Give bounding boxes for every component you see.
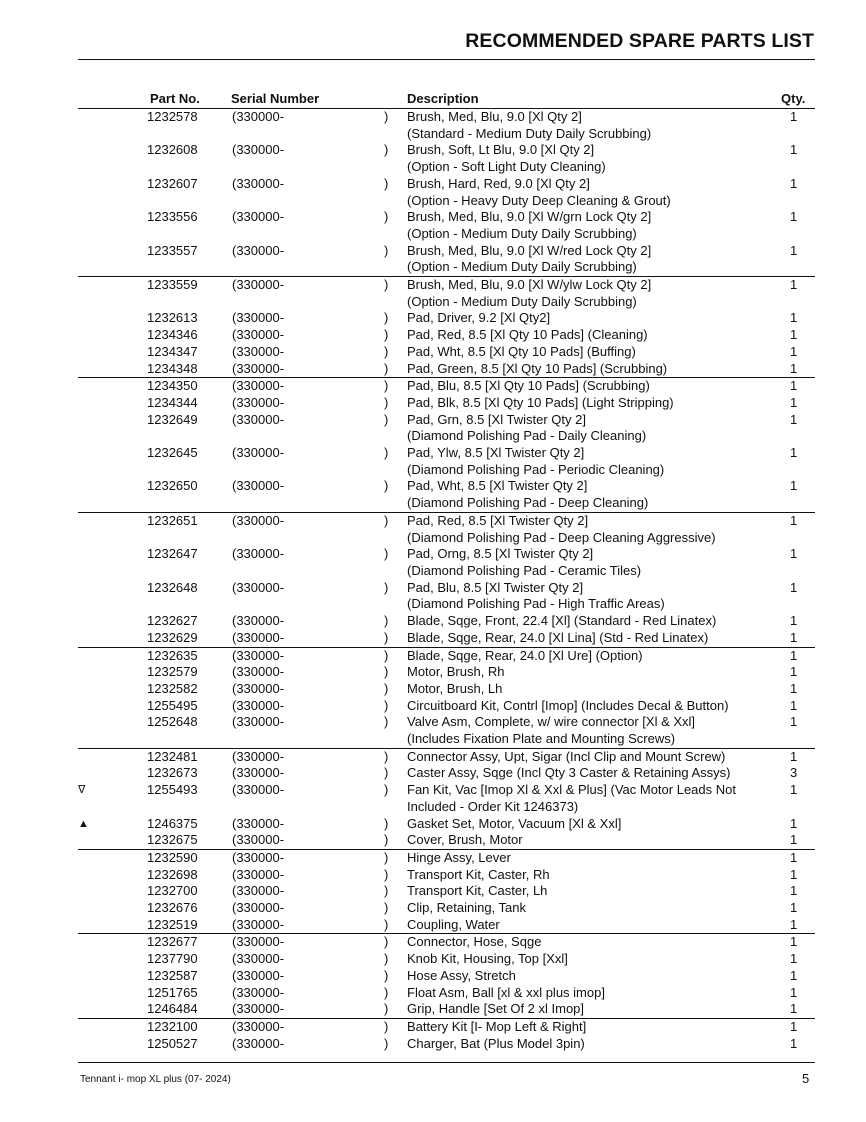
part-number: 1232587 [147, 967, 198, 983]
description: Brush, Med, Blu, 9.0 [Xl W/ylw Lock Qty 2] [407, 277, 652, 293]
col-header-description: Description [407, 91, 479, 106]
footer-rule [78, 1062, 815, 1063]
description: Pad, Driver, 9.2 [Xl Qty2] [407, 310, 551, 326]
serial-close-paren: ) [384, 748, 389, 764]
table-row [78, 276, 815, 310]
part-number: 1251765 [147, 984, 198, 1000]
table-row [0, 310, 866, 327]
quantity: 1 [790, 1018, 798, 1034]
page-number: 5 [802, 1071, 810, 1086]
description-note: Included - Order Kit 1246373) [407, 798, 579, 814]
quantity: 1 [790, 142, 798, 158]
table-row [78, 849, 815, 867]
description-note: (Diamond Polishing Pad - Deep Cleaning) [407, 495, 649, 511]
description: Circuitboard Kit, Contrl [Imop] (Includes Decal & Button) [407, 697, 729, 713]
description: Brush, Hard, Red, 9.0 [Xl Qty 2] [407, 175, 590, 191]
quantity: 1 [790, 512, 798, 528]
description: Pad, Red, 8.5 [Xl Twister Qty 2] [407, 512, 589, 528]
serial-close-paren: ) [384, 242, 389, 258]
serial-close-paren: ) [384, 378, 389, 394]
description: Fan Kit, Vac [Imop Xl & Xxl & Plus] (Vac Motor Leads Not [407, 782, 736, 798]
serial-number: (330000- [232, 664, 285, 680]
description-note: (Diamond Polishing Pad - Daily Cleaning) [407, 428, 647, 444]
quantity: 1 [790, 1001, 798, 1017]
table-row [0, 209, 866, 242]
description: Cover, Brush, Motor [407, 832, 523, 848]
table-row [0, 580, 866, 613]
part-number: 1255493 [147, 782, 198, 798]
serial-close-paren: ) [384, 394, 389, 410]
quantity: 1 [790, 815, 798, 831]
quantity: 1 [790, 242, 798, 258]
serial-number: (330000- [232, 697, 285, 713]
table-row [0, 681, 866, 698]
serial-number: (330000- [232, 984, 285, 1000]
serial-close-paren: ) [384, 629, 389, 645]
serial-close-paren: ) [384, 832, 389, 848]
serial-close-paren: ) [384, 478, 389, 494]
quantity: 1 [790, 360, 798, 376]
quantity: 1 [790, 394, 798, 410]
description: Motor, Brush, Lh [407, 680, 503, 696]
serial-number: (330000- [232, 951, 285, 967]
table-row [0, 243, 866, 276]
quantity: 1 [790, 714, 798, 730]
table-row [0, 395, 866, 412]
part-number: 1232629 [147, 629, 198, 645]
description: Pad, Red, 8.5 [Xl Qty 10 Pads] (Cleaning) [407, 327, 648, 343]
serial-close-paren: ) [384, 849, 389, 865]
table-row [0, 867, 866, 884]
table-row [0, 445, 866, 478]
quantity: 1 [790, 832, 798, 848]
quantity: 1 [790, 175, 798, 191]
part-number: 1232651 [147, 512, 198, 528]
serial-number: (330000- [232, 411, 285, 427]
serial-close-paren: ) [384, 815, 389, 831]
serial-close-paren: ) [384, 512, 389, 528]
part-number: 1232675 [147, 832, 198, 848]
serial-number: (330000- [232, 445, 285, 461]
part-number: 1234350 [147, 378, 198, 394]
description: Connector, Hose, Sqge [407, 934, 542, 950]
part-number: 1232579 [147, 664, 198, 680]
table-row [0, 361, 866, 378]
part-number: 1232519 [147, 916, 198, 932]
serial-number: (330000- [232, 1001, 285, 1017]
serial-number: (330000- [232, 310, 285, 326]
table-row [0, 412, 866, 445]
description: Float Asm, Ball [xl & xxl plus imop] [407, 984, 605, 1000]
table-row [78, 748, 815, 766]
table-row [0, 832, 866, 849]
serial-close-paren: ) [384, 916, 389, 932]
serial-number: (330000- [232, 782, 285, 798]
description: Pad, Blu, 8.5 [Xl Qty 10 Pads] (Scrubbing) [407, 378, 650, 394]
serial-close-paren: ) [384, 967, 389, 983]
description: Pad, Orng, 8.5 [Xl Twister Qty 2] [407, 546, 594, 562]
serial-number: (330000- [232, 175, 285, 191]
serial-number: (330000- [232, 394, 285, 410]
table-row [0, 917, 866, 934]
table-row [0, 968, 866, 985]
quantity: 1 [790, 916, 798, 932]
table-row [0, 883, 866, 900]
serial-close-paren: ) [384, 445, 389, 461]
table-row [0, 546, 866, 579]
quantity: 1 [790, 310, 798, 326]
table-row [78, 512, 815, 546]
part-number: 1232650 [147, 478, 198, 494]
serial-close-paren: ) [384, 277, 389, 293]
part-number: 1232608 [147, 142, 198, 158]
serial-number: (330000- [232, 512, 285, 528]
serial-number: (330000- [232, 478, 285, 494]
part-number: 1232578 [147, 109, 198, 124]
part-number: 1232645 [147, 445, 198, 461]
quantity: 1 [790, 613, 798, 629]
description: Grip, Handle [Set Of 2 xl Imop] [407, 1001, 585, 1017]
quantity: 1 [790, 849, 798, 865]
serial-close-paren: ) [384, 1001, 389, 1017]
description-note: (Diamond Polishing Pad - Deep Cleaning Aggressive) [407, 529, 716, 545]
serial-close-paren: ) [384, 984, 389, 1000]
col-header-serial-number: Serial Number [231, 91, 320, 106]
part-number: 1250527 [147, 1035, 198, 1051]
serial-close-paren: ) [384, 664, 389, 680]
part-number: 1237790 [147, 951, 198, 967]
description: Motor, Brush, Rh [407, 664, 505, 680]
description: Brush, Med, Blu, 9.0 [Xl W/red Lock Qty 2] [407, 242, 652, 258]
table-row [0, 109, 866, 142]
description: Valve Asm, Complete, w/ wire connector [Xl & Xxl] [407, 714, 696, 730]
table-row [0, 900, 866, 917]
quantity: 1 [790, 697, 798, 713]
serial-close-paren: ) [384, 360, 389, 376]
description: Charger, Bat (Plus Model 3pin) [407, 1035, 585, 1051]
quantity: 1 [790, 748, 798, 764]
serial-number: (330000- [232, 242, 285, 258]
serial-number: (330000- [232, 866, 285, 882]
description-note: (Option - Medium Duty Daily Scrubbing) [407, 225, 637, 241]
part-number: 1232100 [147, 1018, 198, 1034]
serial-number: (330000- [232, 916, 285, 932]
quantity: 1 [790, 277, 798, 293]
part-number: 1232700 [147, 883, 198, 899]
table-row [0, 613, 866, 630]
description: Pad, Wht, 8.5 [Xl Qty 10 Pads] (Buffing) [407, 343, 636, 359]
serial-close-paren: ) [384, 109, 389, 124]
part-number: 1233557 [147, 242, 198, 258]
description: Clip, Retaining, Tank [407, 900, 526, 916]
part-number: 1234348 [147, 360, 198, 376]
serial-close-paren: ) [384, 546, 389, 562]
part-number: 1232607 [147, 175, 198, 191]
part-number: 1234344 [147, 394, 198, 410]
table-row [0, 1001, 866, 1018]
col-header-qty: Qty. [781, 91, 806, 106]
description: Pad, Green, 8.5 [Xl Qty 10 Pads] (Scrubbing) [407, 360, 668, 376]
quantity: 1 [790, 900, 798, 916]
part-number: 1233556 [147, 209, 198, 225]
serial-number: (330000- [232, 613, 285, 629]
quantity: 1 [790, 883, 798, 899]
quantity: 1 [790, 680, 798, 696]
part-number: 1233559 [147, 277, 198, 293]
quantity: 1 [790, 327, 798, 343]
table-row [0, 782, 866, 815]
table-row [78, 933, 815, 951]
table-row [0, 327, 866, 344]
quantity: 1 [790, 951, 798, 967]
table-row [0, 344, 866, 361]
parts-table [0, 109, 866, 1052]
serial-number: (330000- [232, 277, 285, 293]
description-note: (Diamond Polishing Pad - High Traffic Areas) [407, 596, 665, 612]
part-number: 1232649 [147, 411, 198, 427]
description: Blade, Sqge, Rear, 24.0 [Xl Ure] (Option) [407, 647, 643, 663]
serial-close-paren: ) [384, 613, 389, 629]
table-row [0, 664, 866, 681]
serial-number: (330000- [232, 680, 285, 696]
quantity: 1 [790, 378, 798, 394]
part-number: 1255495 [147, 697, 198, 713]
serial-close-paren: ) [384, 411, 389, 427]
serial-close-paren: ) [384, 1018, 389, 1034]
serial-close-paren: ) [384, 209, 389, 225]
serial-close-paren: ) [384, 343, 389, 359]
table-row [0, 985, 866, 1002]
page-title: RECOMMENDED SPARE PARTS LIST [465, 30, 814, 52]
part-number: 1232673 [147, 765, 198, 781]
description-note: (Standard - Medium Duty Daily Scrubbing) [407, 125, 652, 141]
part-number: 1232647 [147, 546, 198, 562]
serial-number: (330000- [232, 883, 285, 899]
table-row [0, 1036, 866, 1053]
part-number: 1232590 [147, 849, 198, 865]
part-number: 1234346 [147, 327, 198, 343]
part-number: 1246375 [147, 815, 198, 831]
part-number: 1232677 [147, 934, 198, 950]
table-row [0, 714, 866, 747]
description: Caster Assy, Sqge (Incl Qty 3 Caster & Retaining Assys) [407, 765, 731, 781]
description: Transport Kit, Caster, Lh [407, 883, 548, 899]
quantity: 1 [790, 967, 798, 983]
description: Transport Kit, Caster, Rh [407, 866, 550, 882]
serial-number: (330000- [232, 629, 285, 645]
quantity: 1 [790, 629, 798, 645]
serial-close-paren: ) [384, 714, 389, 730]
footer-doc-info: Tennant i- mop XL plus (07- 2024) [80, 1074, 231, 1085]
table-row [0, 951, 866, 968]
quantity: 1 [790, 411, 798, 427]
description-note: (Option - Medium Duty Daily Scrubbing) [407, 259, 637, 275]
part-number: 1232635 [147, 647, 198, 663]
serial-close-paren: ) [384, 782, 389, 798]
serial-number: (330000- [232, 1035, 285, 1051]
description: Pad, Wht, 8.5 [Xl Twister Qty 2] [407, 478, 588, 494]
part-number: 1252648 [147, 714, 198, 730]
quantity: 1 [790, 1035, 798, 1051]
serial-close-paren: ) [384, 142, 389, 158]
serial-close-paren: ) [384, 579, 389, 595]
description: Battery Kit [I- Mop Left & Right] [407, 1018, 587, 1034]
serial-number: (330000- [232, 142, 285, 158]
serial-close-paren: ) [384, 680, 389, 696]
table-row [78, 1018, 815, 1036]
description-note: (Option - Soft Light Duty Cleaning) [407, 159, 606, 175]
quantity: 1 [790, 546, 798, 562]
description: Coupling, Water [407, 916, 500, 932]
part-number: 1232698 [147, 866, 198, 882]
part-number: 1232481 [147, 748, 198, 764]
serial-number: (330000- [232, 109, 285, 124]
serial-number: (330000- [232, 967, 285, 983]
serial-number: (330000- [232, 900, 285, 916]
description-note: (Includes Fixation Plate and Mounting Screws) [407, 731, 676, 747]
description: Knob Kit, Housing, Top [Xxl] [407, 951, 568, 967]
part-number: 1232627 [147, 613, 198, 629]
serial-number: (330000- [232, 934, 285, 950]
serial-number: (330000- [232, 832, 285, 848]
serial-close-paren: ) [384, 327, 389, 343]
serial-number: (330000- [232, 765, 285, 781]
serial-close-paren: ) [384, 951, 389, 967]
quantity: 1 [790, 647, 798, 663]
quantity: 1 [790, 866, 798, 882]
description: Blade, Sqge, Rear, 24.0 [Xl Lina] (Std - Red Linatex) [407, 629, 709, 645]
quantity: 1 [790, 445, 798, 461]
description: Connector Assy, Upt, Sigar (Incl Clip and Mount Screw) [407, 748, 726, 764]
description: Brush, Med, Blu, 9.0 [Xl W/grn Lock Qty 2] [407, 209, 652, 225]
description: Pad, Ylw, 8.5 [Xl Twister Qty 2] [407, 445, 585, 461]
part-number: 1232676 [147, 900, 198, 916]
description: Pad, Blk, 8.5 [Xl Qty 10 Pads] (Light Stripping) [407, 394, 674, 410]
serial-number: (330000- [232, 378, 285, 394]
part-number: 1246484 [147, 1001, 198, 1017]
serial-close-paren: ) [384, 866, 389, 882]
description: Brush, Med, Blu, 9.0 [Xl Qty 2] [407, 109, 582, 124]
table-row [0, 816, 866, 833]
description: Brush, Soft, Lt Blu, 9.0 [Xl Qty 2] [407, 142, 595, 158]
quantity: 1 [790, 579, 798, 595]
description-note: (Diamond Polishing Pad - Periodic Cleaning) [407, 461, 665, 477]
quantity: 1 [790, 209, 798, 225]
serial-number: (330000- [232, 546, 285, 562]
serial-number: (330000- [232, 360, 285, 376]
quantity: 1 [790, 984, 798, 1000]
triangle-solid-icon: ▲ [78, 817, 89, 830]
serial-close-paren: ) [384, 175, 389, 191]
quantity: 1 [790, 782, 798, 798]
table-row [0, 698, 866, 715]
table-row [78, 377, 815, 395]
description: Blade, Sqge, Front, 22.4 [Xl] (Standard - Red Linatex) [407, 613, 717, 629]
quantity: 1 [790, 934, 798, 950]
serial-number: (330000- [232, 579, 285, 595]
description-note: (Option - Heavy Duty Deep Cleaning & Grout) [407, 192, 671, 208]
description: Gasket Set, Motor, Vacuum [Xl & Xxl] [407, 815, 622, 831]
description-note: (Option - Medium Duty Daily Scrubbing) [407, 293, 637, 309]
serial-close-paren: ) [384, 647, 389, 663]
serial-number: (330000- [232, 748, 285, 764]
serial-number: (330000- [232, 327, 285, 343]
serial-number: (330000- [232, 849, 285, 865]
table-row [0, 176, 866, 209]
quantity: 1 [790, 664, 798, 680]
part-number: 1232613 [147, 310, 198, 326]
serial-number: (330000- [232, 815, 285, 831]
part-number: 1234347 [147, 343, 198, 359]
table-row [0, 142, 866, 175]
table-row [78, 647, 815, 665]
table-row [0, 478, 866, 511]
serial-close-paren: ) [384, 934, 389, 950]
serial-close-paren: ) [384, 883, 389, 899]
quantity: 1 [790, 343, 798, 359]
quantity: 3 [790, 765, 798, 781]
table-row [0, 765, 866, 782]
serial-close-paren: ) [384, 697, 389, 713]
serial-number: (330000- [232, 1018, 285, 1034]
quantity: 1 [790, 478, 798, 494]
serial-number: (330000- [232, 647, 285, 663]
serial-close-paren: ) [384, 1035, 389, 1051]
triangle-outline-icon: ∇ [78, 784, 86, 797]
quantity: 1 [790, 109, 798, 124]
serial-number: (330000- [232, 714, 285, 730]
col-header-part-no: Part No. [150, 91, 200, 106]
serial-number: (330000- [232, 343, 285, 359]
serial-close-paren: ) [384, 310, 389, 326]
description: Hose Assy, Stretch [407, 967, 516, 983]
serial-number: (330000- [232, 209, 285, 225]
serial-close-paren: ) [384, 900, 389, 916]
description-note: (Diamond Polishing Pad - Ceramic Tiles) [407, 562, 642, 578]
title-rule [78, 59, 815, 60]
description: Pad, Grn, 8.5 [Xl Twister Qty 2] [407, 411, 586, 427]
part-number: 1232582 [147, 680, 198, 696]
description: Hinge Assy, Lever [407, 849, 511, 865]
description: Pad, Blu, 8.5 [Xl Twister Qty 2] [407, 579, 584, 595]
serial-close-paren: ) [384, 765, 389, 781]
table-row [0, 630, 866, 647]
part-number: 1232648 [147, 579, 198, 595]
